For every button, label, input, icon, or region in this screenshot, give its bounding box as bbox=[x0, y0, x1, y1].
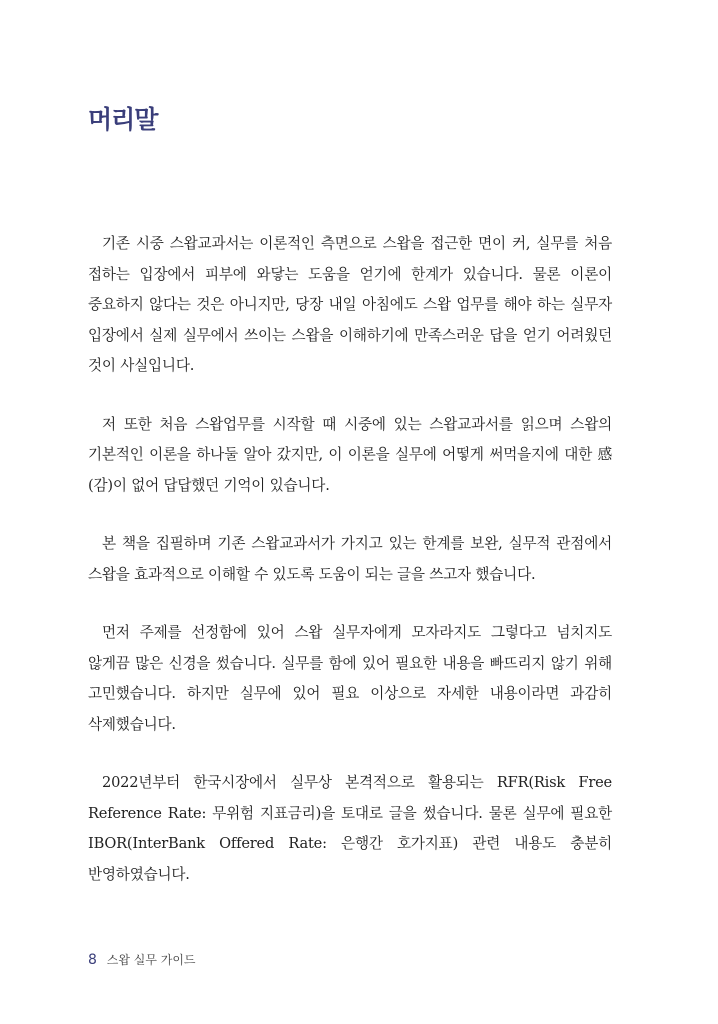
paragraph-5: 2022년부터 한국시장에서 실무상 본격적으로 활용되는 RFR(Risk Free Reference Rate: 무위험 지표금리)을 토대로 글을 썼습니다. 물론 실무에 필요한 IBOR(InterBank Offered Rate: 은행간 호가지표) 관련 내용도 충분히 반영하였습니다. bbox=[88, 774, 612, 883]
page-footer bbox=[88, 951, 196, 968]
page-number: 8 bbox=[88, 952, 97, 968]
paragraph-4: 먼저 주제를 선정함에 있어 스왑 실무자에게 모자라지도 그렇다고 넘치지도 않게끔 많은 신경을 썼습니다. 실무를 함에 있어 필요한 내용을 빠뜨리지 않기 위해 고민했습니다. 하지만 실무에 있어 필요 이상으로 자세한 내용이라면 과감히 삭제했습니다. bbox=[88, 624, 612, 733]
paragraph-2: 저 또한 처음 스왑업무를 시작할 때 시중에 있는 스왑교과서를 읽으며 스왑의 기본적인 이론을 하나둘 알아 갔지만, 이 이론을 실무에 어떻게 써먹을지에 대한 感(감)이 없어 답답했던 기억이 있습니다. bbox=[88, 415, 612, 494]
preface-body bbox=[88, 229, 612, 918]
page-title: 머리말 bbox=[88, 105, 158, 134]
book-title: 스왑 실무 가이드 bbox=[106, 953, 196, 967]
paragraph-1: 기존 시중 스왑교과서는 이론적인 측면으로 스왑을 접근한 면이 커, 실무를 처음 접하는 입장에서 피부에 와닿는 도움을 얻기에 한계가 있습니다. 물론 이론이 중요하지 않다는 것은 아니지만, 당장 내일 아침에도 스왑 업무를 해야 하는 실무자 입장에서 실제 실무에서 쓰이는 스왑을 이해하기에 만족스러운 답을 얻기 어려웠던 것이 사실입니다. bbox=[88, 235, 612, 374]
paragraph-3: 본 책을 집필하며 기존 스왑교과서가 가지고 있는 한계를 보완, 실무적 관점에서 스왑을 효과적으로 이해할 수 있도록 도움이 되는 글을 쓰고자 했습니다. bbox=[88, 535, 612, 583]
